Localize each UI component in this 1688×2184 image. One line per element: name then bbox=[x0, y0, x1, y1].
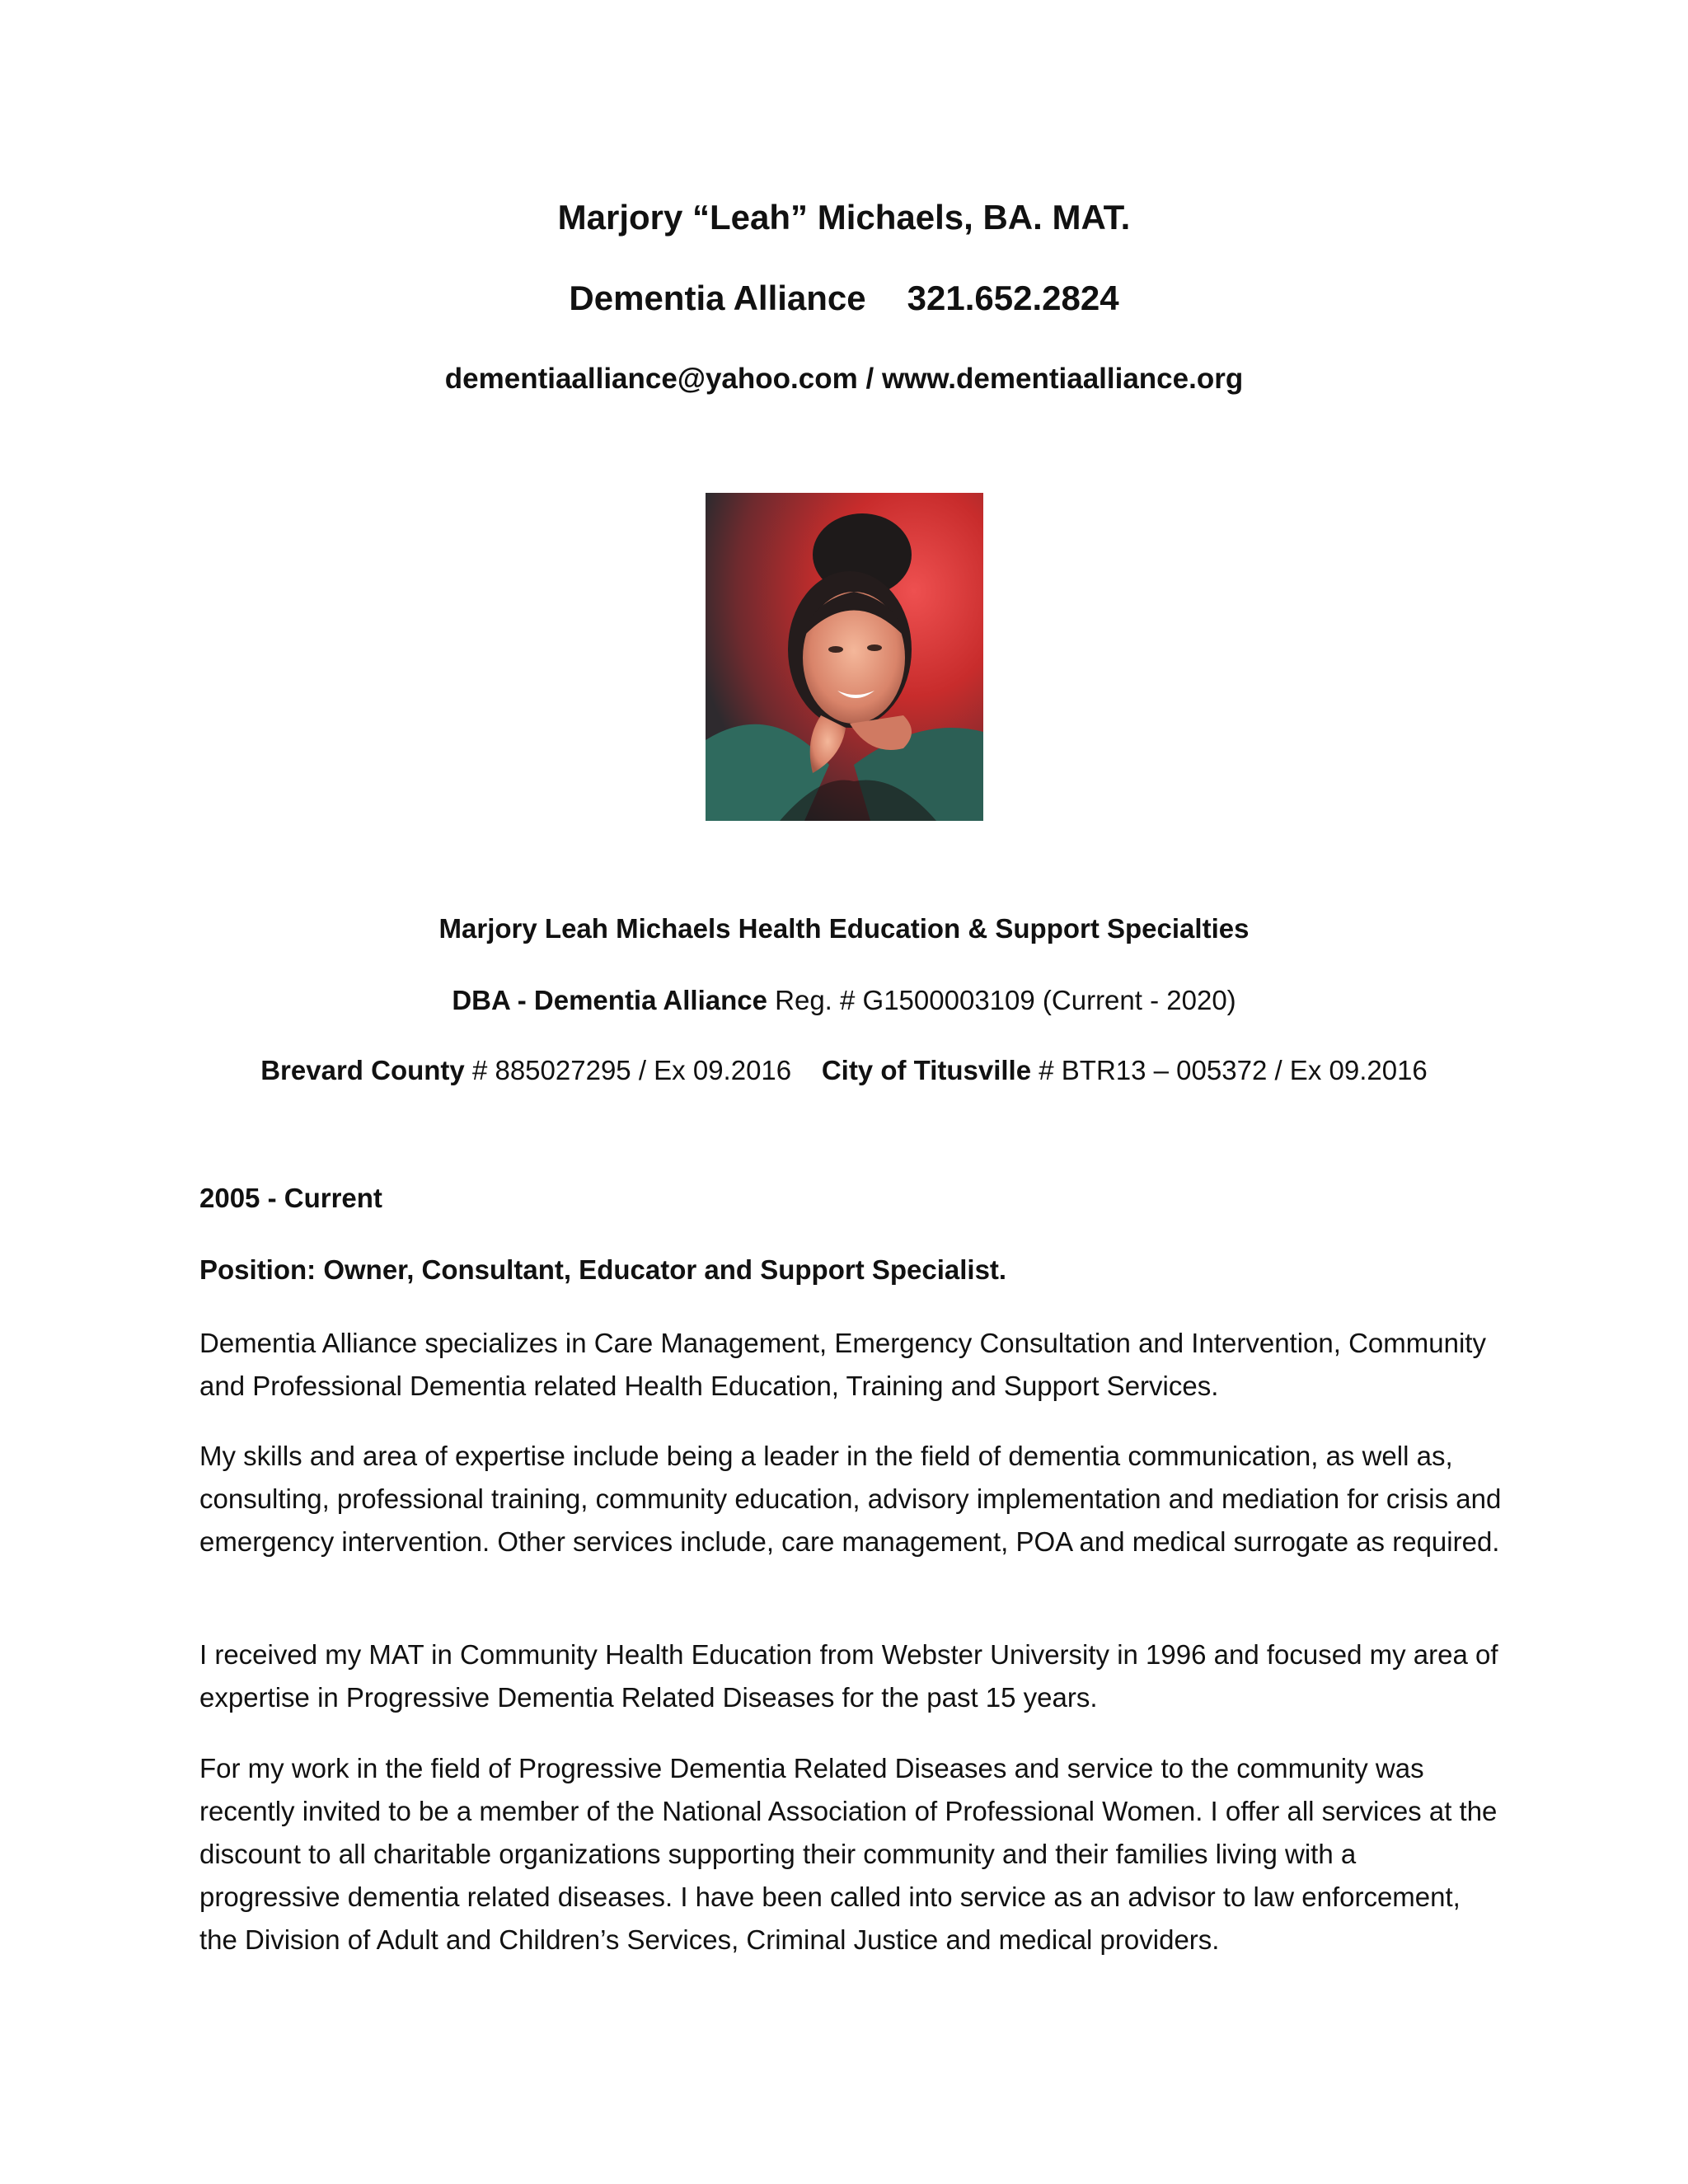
paragraph-service: For my work in the field of Progressive Dementia Related Diseases and service to the community was recently invited to be a member of the National Association of Professional Women. I offer all services at the discount to all charitable organizations supporting their community and their families living with a progressive dementia related diseases. I have been called into service as an advisor to law enforcement, the Division of Adult and Children’s Services, Criminal Justice and medical providers. bbox=[199, 1753, 1498, 1955]
contact-line bbox=[0, 363, 1688, 396]
business-title: Marjory Leah Michaels Health Education & Support Specialties bbox=[438, 913, 1250, 944]
experience-years: 2005 - Current bbox=[199, 1183, 382, 1213]
city-license: # BTR13 – 005372 / Ex 09.2016 bbox=[1039, 1055, 1428, 1085]
city-label: City of Titusville bbox=[821, 1055, 1032, 1085]
email-link[interactable]: dementiaalliance@yahoo.com bbox=[444, 363, 858, 395]
registration-line bbox=[0, 985, 1688, 1016]
portrait-photo bbox=[706, 493, 983, 821]
county-license: # 885027295 / Ex 09.2016 bbox=[471, 1055, 792, 1085]
registration-number: Reg. # G1500003109 (Current - 2020) bbox=[775, 985, 1236, 1015]
paragraph-skills: My skills and area of expertise include being a leader in the field of dementia communication, as well as, consulting, professional training, community education, advisory implementation and mediation for crisis and emergency intervention. Other services include, care management, POA and medical surrogate as required. bbox=[199, 1441, 1502, 1557]
paragraph-specialization: Dementia Alliance specializes in Care Management, Emergency Consultation and Intervention, Community and Professional Dementia related Health Education, Training and Support Services. bbox=[199, 1328, 1486, 1401]
paragraph-education: I received my MAT in Community Health Education from Webster University in 1996 and focused my area of expertise in Progressive Dementia Related Diseases for the past 15 years. bbox=[199, 1639, 1498, 1713]
phone-number[interactable]: 321.652.2824 bbox=[907, 279, 1119, 317]
organization-name: Dementia Alliance bbox=[569, 279, 866, 317]
license-line bbox=[0, 1055, 1688, 1086]
contact-separator: / bbox=[865, 363, 874, 395]
dba-label: DBA - Dementia Alliance bbox=[452, 985, 767, 1015]
org-phone-line bbox=[0, 279, 1688, 318]
website-link[interactable]: www.dementiaalliance.org bbox=[881, 363, 1244, 395]
person-name: Marjory “Leah” Michaels, BA. MAT. bbox=[557, 198, 1131, 237]
county-label: Brevard County bbox=[260, 1055, 465, 1085]
position-title: Position: Owner, Consultant, Educator and Support Specialist. bbox=[199, 1254, 1007, 1285]
